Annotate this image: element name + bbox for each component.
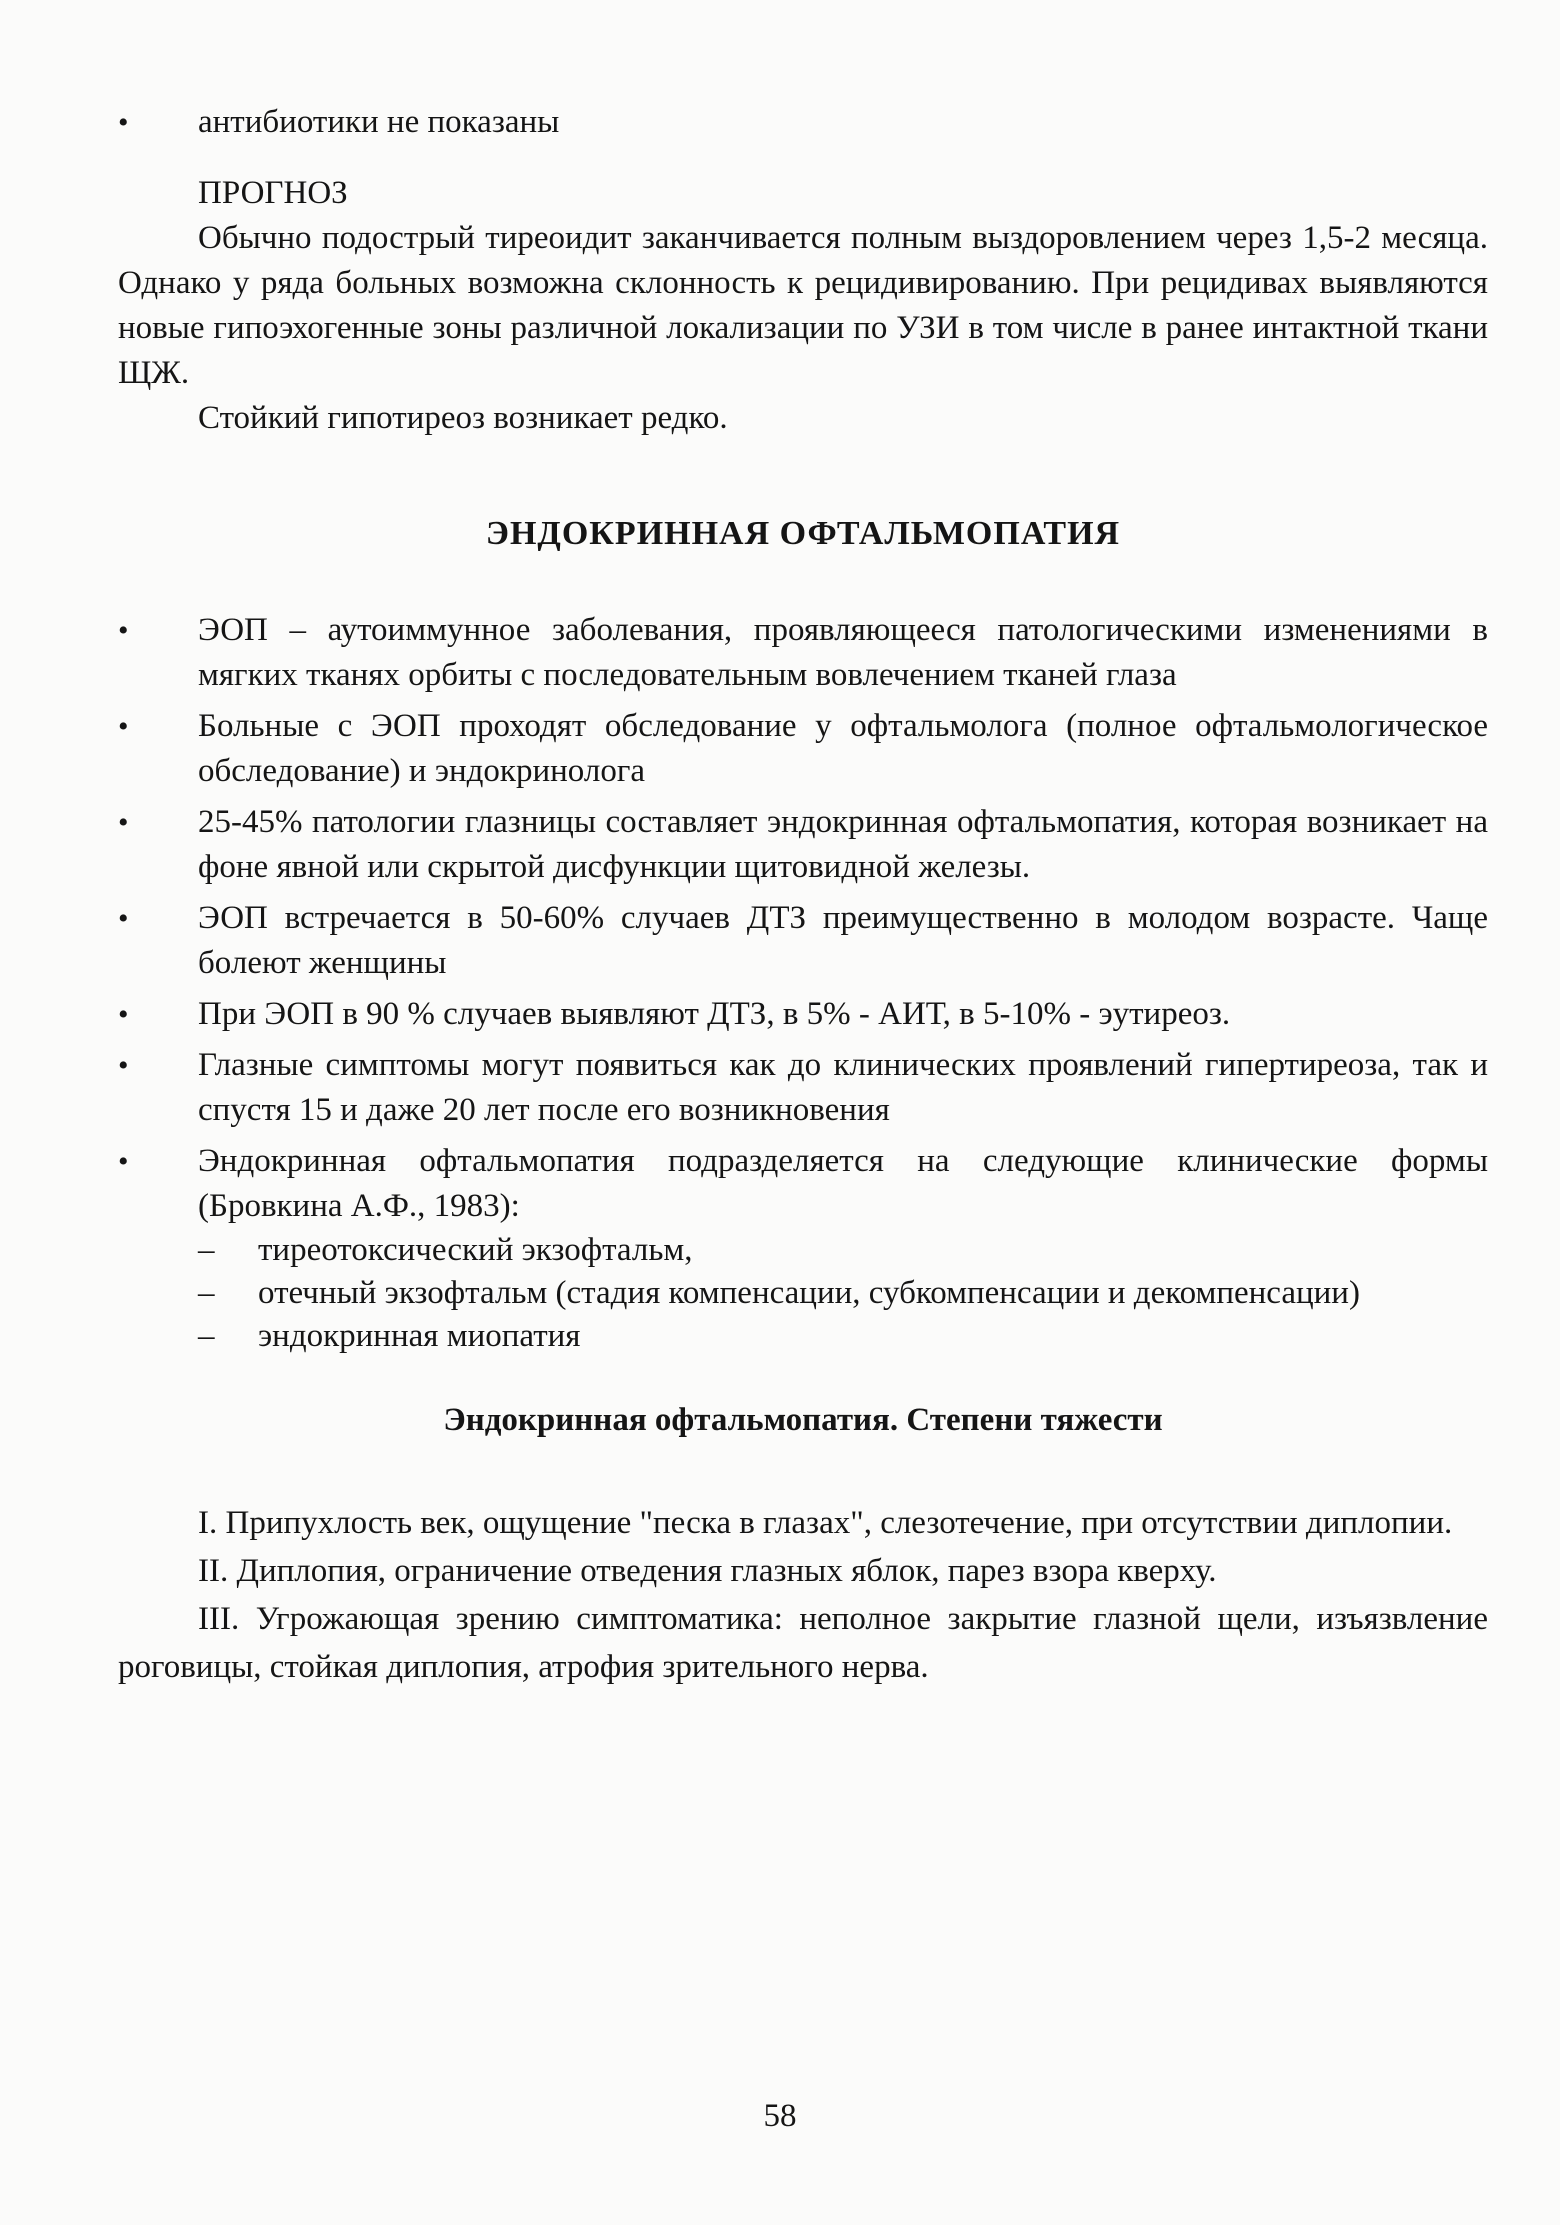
bullet-text: 25-45% патологии глазницы составляет эндокринная офтальмопатия, которая возникает на фоне явной или скрытой дисфункции щитовидной железы.: [198, 804, 1488, 885]
bullet-item: [118, 608, 1488, 698]
bullet-text: ЭОП – аутоиммунное заболевания, проявляющееся патологическими изменениями в мягких тканях орбиты с последовательным вовлечением тканей глаза: [198, 612, 1488, 693]
severity-title: Эндокринная офтальмопатия. Степени тяжести: [443, 1402, 1163, 1438]
bullet-item: [118, 100, 1488, 145]
bullet-item: [118, 704, 1488, 794]
severity-item: II. Диплопия, ограничение отведения глазных яблок, парез взора кверху.: [198, 1553, 1217, 1589]
bullet-text: Глазные симптомы могут появиться как до клинических проявлений гипертиреоза, так и спустя 15 и даже 20 лет после его возникновения: [198, 1047, 1488, 1128]
severity-item: I. Припухлость век, ощущение "песка в глазах", слезотечение, при отсутствии диплопии.: [198, 1505, 1453, 1541]
severity-item: III. Угрожающая зрению симптоматика: неполное закрытие глазной щели, изъязвление роговицы, стойкая диплопия, атрофия зрительного нерва.: [118, 1601, 1488, 1685]
bullet-text: антибиотики не показаны: [198, 104, 560, 140]
section-title: ЭНДОКРИННАЯ ОФТАЛЬМОПАТИЯ: [485, 515, 1121, 552]
prognosis-paragraph: Стойкий гипотиреоз возникает редко.: [198, 400, 728, 436]
form-item: – эндокринная миопатия: [198, 1315, 1488, 1358]
bullet-item: [118, 800, 1488, 890]
prognosis-heading: ПРОГНОЗ: [198, 175, 348, 211]
bullet-text: ЭОП встречается в 50-60% случаев ДТЗ преимущественно в молодом возрасте. Чаще болеют женщины: [198, 900, 1488, 981]
page-number: 58: [763, 2098, 797, 2134]
prognosis-paragraph: Обычно подострый тиреоидит заканчивается полным выздоровлением через 1,5-2 месяца. Однако у ряда больных возможна склонность к рецидивированию. При рецидивах выявляются новые гипоэхогенные зоны различной локализации по УЗИ в том числе в ранее интактной ткани ЩЖ.: [118, 220, 1488, 391]
page-content: [118, 100, 1488, 1691]
eop-bullet-list: [118, 608, 1488, 1229]
bullet-text: Эндокринная офтальмопатия подразделяется на следующие клинические формы (Бровкина А.Ф., 1983):: [198, 1143, 1488, 1224]
bullet-text: При ЭОП в 90 % случаев выявляют ДТЗ, в 5% - АИТ, в 5-10% - эутиреоз.: [198, 996, 1231, 1032]
bullet-item: [118, 896, 1488, 986]
bullet-text: Больные с ЭОП проходят обследование у офтальмолога (полное офтальмологическое обследование) и эндокринолога: [198, 708, 1488, 789]
form-item: – тиреотоксический экзофтальм,: [198, 1229, 1488, 1272]
bullet-item: [118, 992, 1488, 1037]
bullet-item: [118, 1043, 1488, 1133]
bullet-item: [118, 1139, 1488, 1229]
clinical-forms-list: [198, 1229, 1488, 1358]
form-item: – отечный экзофтальм (стадия компенсации, субкомпенсации и декомпенсации): [198, 1272, 1488, 1315]
